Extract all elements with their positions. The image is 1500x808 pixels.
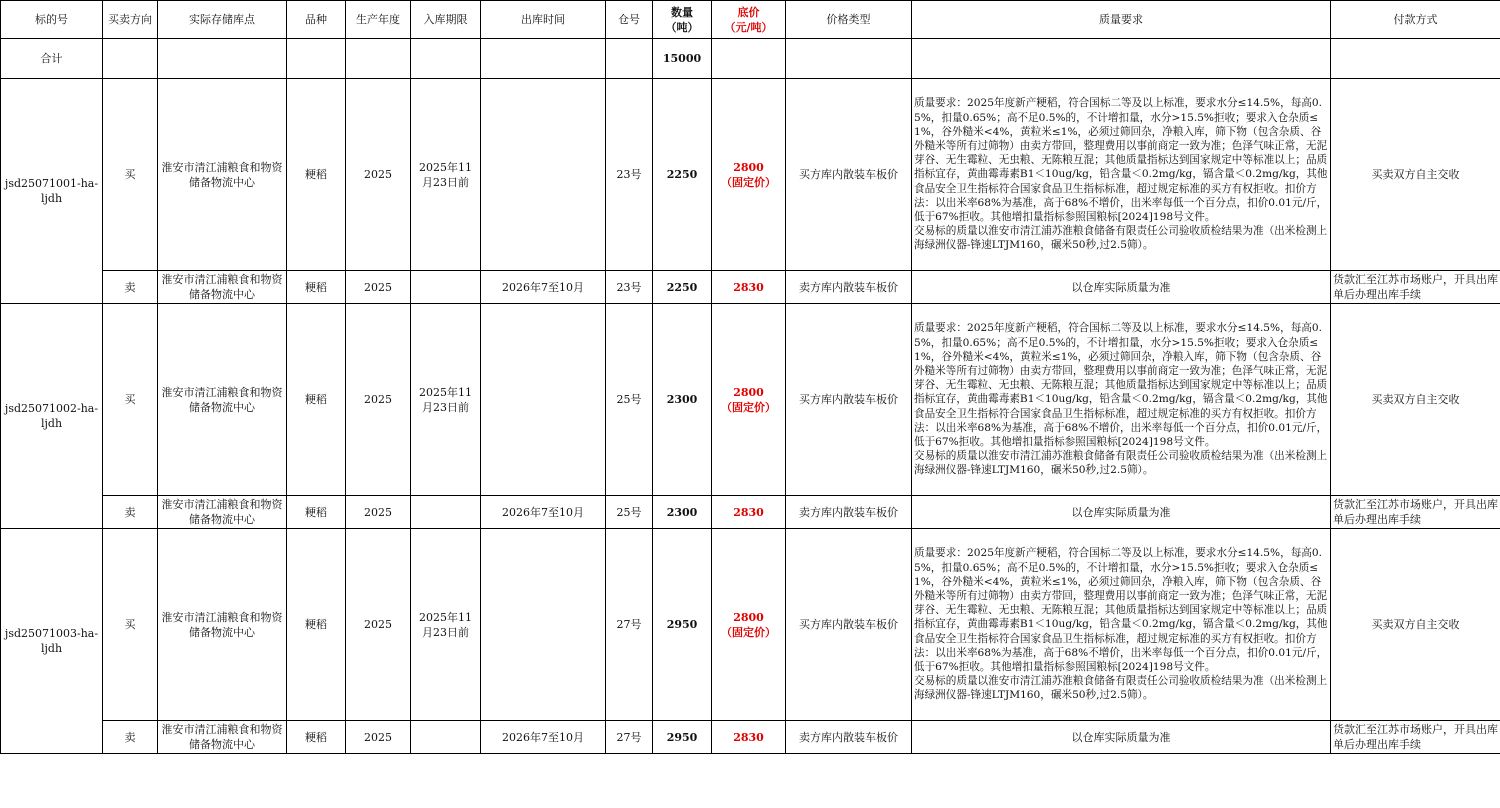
out-time-cell xyxy=(481,304,606,496)
warehouse-cell: 27号 xyxy=(606,529,653,721)
quantity-cell: 2300 xyxy=(653,496,712,529)
variety-cell: 粳稻 xyxy=(287,721,346,754)
in-deadline-cell xyxy=(411,721,481,754)
direction-cell: 卖 xyxy=(103,271,158,304)
payment-cell: 货款汇至江苏市场账户，开具出库单后办理出库手续 xyxy=(1331,271,1500,304)
total-quantity: 15000 xyxy=(653,39,712,79)
quantity-cell: 2950 xyxy=(653,721,712,754)
quantity-cell: 2950 xyxy=(653,529,712,721)
col-base-price-line1: 底价 xyxy=(737,5,760,19)
direction-cell: 买 xyxy=(103,529,158,721)
out-time-cell: 2026年7至10月 xyxy=(481,271,606,304)
storage-cell: 淮安市清江浦粮食和物资储备物流中心 xyxy=(158,79,287,271)
col-price-type: 价格类型 xyxy=(786,1,912,39)
direction-cell: 买 xyxy=(103,79,158,271)
table-row-sell xyxy=(1,721,1500,754)
quality-cell xyxy=(912,79,1331,271)
col-year: 生产年度 xyxy=(346,1,411,39)
year-cell: 2025 xyxy=(346,496,411,529)
year-cell: 2025 xyxy=(346,721,411,754)
price-value: 2800 xyxy=(733,610,764,624)
storage-cell: 淮安市清江浦粮食和物资储备物流中心 xyxy=(158,529,287,721)
col-warehouse: 仓号 xyxy=(606,1,653,39)
variety-cell: 粳稻 xyxy=(287,496,346,529)
storage-cell: 淮安市清江浦粮食和物资储备物流中心 xyxy=(158,304,287,496)
col-variety: 品种 xyxy=(287,1,346,39)
price-type-cell: 买方库内散装车板价 xyxy=(786,304,912,496)
col-in-deadline: 入库期限 xyxy=(411,1,481,39)
direction-cell: 买 xyxy=(103,304,158,496)
quality-cell xyxy=(912,304,1331,496)
warehouse-cell: 27号 xyxy=(606,721,653,754)
out-time-cell: 2026年7至10月 xyxy=(481,721,606,754)
year-cell: 2025 xyxy=(346,79,411,271)
table-row-sell xyxy=(1,271,1500,304)
year-cell: 2025 xyxy=(346,271,411,304)
total-label: 合计 xyxy=(1,39,103,79)
col-payment: 付款方式 xyxy=(1331,1,1500,39)
direction-cell: 卖 xyxy=(103,496,158,529)
quantity-cell: 2250 xyxy=(653,271,712,304)
price-note: （固定价） xyxy=(721,400,776,414)
payment-cell: 货款汇至江苏市场账户，开具出库单后办理出库手续 xyxy=(1331,721,1500,754)
table-row-buy xyxy=(1,304,1500,496)
price-type-cell: 买方库内散装车板价 xyxy=(786,529,912,721)
base-price-cell xyxy=(712,529,786,721)
warehouse-cell: 23号 xyxy=(606,79,653,271)
lot-number: jsd25071001-ha-ljdh xyxy=(1,79,103,304)
variety-cell: 粳稻 xyxy=(287,529,346,721)
quality-cell xyxy=(912,529,1331,721)
quantity-cell: 2250 xyxy=(653,79,712,271)
price-type-cell: 买方库内散装车板价 xyxy=(786,79,912,271)
variety-cell: 粳稻 xyxy=(287,79,346,271)
base-price-cell: 2830 xyxy=(712,721,786,754)
payment-cell: 货款汇至江苏市场账户，开具出库单后办理出库手续 xyxy=(1331,496,1500,529)
col-storage: 实际存储库点 xyxy=(158,1,287,39)
warehouse-cell: 25号 xyxy=(606,304,653,496)
base-price-cell: 2830 xyxy=(712,271,786,304)
col-quantity-line1: 数量 xyxy=(671,5,693,19)
quality-requirements: 质量要求：2025年度新产粳稻，符合国标二等及以上标准，要求水分≤14.5%，每高0.5%，扣量0.65%；高不足0.5%的，不计增扣量，水分>15.5%拒收；要求入仓杂质≤1%，谷外糙米<4%，黄粒米≤1%，必须过筛回杂，净粮入库，筛下物（包含杂质、谷外糙米等所有过筛物）由卖方带回，整理费用以事前商定一致为准；色泽气味正常，无泥芽谷、无生霉粒、无虫粮、无陈粮互混；其他质量指标达到国家规定中等标准以上；品质指标宜存，黄曲霉毒素B1＜10ug/kg，铅含量＜0.2mg/kg，镉含量＜0.2mg/kg，其他食品安全卫生指标符合国家食品卫生指标标准，超过规定标准的买方有权拒收。扣价方法：以出米率68%为基准，高于68%不增价，出米率每低一个百分点，扣价0.01元/斤，低于67%拒收。其他增扣量指标参照国粮标[2024]198号文件。 xyxy=(914,547,1328,673)
quality-inspection-note: 交易标的质量以淮安市清江浦苏淮粮食储备有限责任公司验收质检结果为准（出米检测上海绿洲仪器-锋速LTJM160，碾米50秒,过2.5筛）。 xyxy=(914,450,1328,477)
quality-requirements: 质量要求：2025年度新产粳稻，符合国标二等及以上标准，要求水分≤14.5%，每高0.5%，扣量0.65%；高不足0.5%的，不计增扣量，水分>15.5%拒收；要求入仓杂质≤1%，谷外糙米<4%，黄粒米≤1%，必须过筛回杂，净粮入库，筛下物（包含杂质、谷外糙米等所有过筛物）由卖方带回，整理费用以事前商定一致为准；色泽气味正常，无泥芽谷、无生霉粒、无虫粮、无陈粮互混；其他质量指标达到国家规定中等标准以上；品质指标宜存，黄曲霉毒素B1＜10ug/kg，铅含量＜0.2mg/kg，镉含量＜0.2mg/kg，其他食品安全卫生指标符合国家食品卫生指标标准，超过规定标准的买方有权拒收。扣价方法：以出米率68%为基准，高于68%不增价，出米率每低一个百分点，扣价0.01元/斤，低于67%拒收。其他增扣量指标参照国粮标[2024]198号文件。 xyxy=(914,322,1328,448)
year-cell: 2025 xyxy=(346,529,411,721)
quantity-cell: 2300 xyxy=(653,304,712,496)
price-type-cell: 卖方库内散装车板价 xyxy=(786,496,912,529)
payment-cell: 买卖双方自主交收 xyxy=(1331,79,1500,271)
in-deadline-cell: 2025年11月23日前 xyxy=(411,304,481,496)
table-row-sell xyxy=(1,496,1500,529)
header-row xyxy=(1,1,1500,39)
out-time-cell: 2026年7至10月 xyxy=(481,496,606,529)
price-note: （固定价） xyxy=(721,175,776,189)
quality-cell: 以仓库实际质量为准 xyxy=(912,271,1331,304)
col-out-time: 出库时间 xyxy=(481,1,606,39)
in-deadline-cell: 2025年11月23日前 xyxy=(411,79,481,271)
out-time-cell xyxy=(481,529,606,721)
col-quantity xyxy=(653,1,712,39)
in-deadline-cell xyxy=(411,271,481,304)
col-base-price-line2: （元/吨） xyxy=(724,20,773,34)
price-value: 2800 xyxy=(733,160,764,174)
col-quality: 质量要求 xyxy=(912,1,1331,39)
price-note: （固定价） xyxy=(721,625,776,639)
quality-requirements: 质量要求：2025年度新产粳稻，符合国标二等及以上标准，要求水分≤14.5%，每高0.5%，扣量0.65%；高不足0.5%的，不计增扣量，水分>15.5%拒收；要求入仓杂质≤1%，谷外糙米<4%，黄粒米≤1%，必须过筛回杂，净粮入库，筛下物（包含杂质、谷外糙米等所有过筛物）由卖方带回，整理费用以事前商定一致为准；色泽气味正常，无泥芽谷、无生霉粒、无虫粮、无陈粮互混；其他质量指标达到国家规定中等标准以上；品质指标宜存，黄曲霉毒素B1＜10ug/kg，铅含量＜0.2mg/kg，镉含量＜0.2mg/kg，其他食品安全卫生指标符合国家食品卫生指标标准，超过规定标准的买方有权拒收。扣价方法：以出米率68%为基准，高于68%不增价，出米率每低一个百分点，扣价0.01元/斤，低于67%拒收。其他增扣量指标参照国粮标[2024]198号文件。 xyxy=(914,97,1328,223)
warehouse-cell: 23号 xyxy=(606,271,653,304)
col-direction: 买卖方向 xyxy=(103,1,158,39)
quality-inspection-note: 交易标的质量以淮安市清江浦苏淮粮食储备有限责任公司验收质检结果为准（出米检测上海绿洲仪器-锋速LTJM160，碾米50秒,过2.5筛）。 xyxy=(914,675,1328,702)
quality-cell: 以仓库实际质量为准 xyxy=(912,496,1331,529)
variety-cell: 粳稻 xyxy=(287,271,346,304)
payment-cell: 买卖双方自主交收 xyxy=(1331,304,1500,496)
direction-cell: 卖 xyxy=(103,721,158,754)
quality-inspection-note: 交易标的质量以淮安市清江浦苏淮粮食储备有限责任公司验收质检结果为准（出米检测上海绿洲仪器-锋速LTJM160，碾米50秒,过2.5筛）。 xyxy=(914,225,1328,252)
price-value: 2800 xyxy=(733,385,764,399)
col-lot-no: 标的号 xyxy=(1,1,103,39)
col-base-price xyxy=(712,1,786,39)
table-row-buy xyxy=(1,529,1500,721)
in-deadline-cell: 2025年11月23日前 xyxy=(411,529,481,721)
lot-number: jsd25071003-ha-ljdh xyxy=(1,529,103,754)
storage-cell: 淮安市清江浦粮食和物资储备物流中心 xyxy=(158,271,287,304)
quality-cell: 以仓库实际质量为准 xyxy=(912,721,1331,754)
table-row-buy xyxy=(1,79,1500,271)
out-time-cell xyxy=(481,79,606,271)
price-type-cell: 卖方库内散装车板价 xyxy=(786,271,912,304)
total-row xyxy=(1,39,1500,79)
in-deadline-cell xyxy=(411,496,481,529)
year-cell: 2025 xyxy=(346,304,411,496)
col-quantity-line2: （吨） xyxy=(665,20,699,34)
warehouse-cell: 25号 xyxy=(606,496,653,529)
base-price-cell xyxy=(712,304,786,496)
base-price-cell: 2830 xyxy=(712,496,786,529)
lot-number: jsd25071002-ha-ljdh xyxy=(1,304,103,529)
payment-cell: 买卖双方自主交收 xyxy=(1331,529,1500,721)
base-price-cell xyxy=(712,79,786,271)
storage-cell: 淮安市清江浦粮食和物资储备物流中心 xyxy=(158,721,287,754)
storage-cell: 淮安市清江浦粮食和物资储备物流中心 xyxy=(158,496,287,529)
price-type-cell: 卖方库内散装车板价 xyxy=(786,721,912,754)
variety-cell: 粳稻 xyxy=(287,304,346,496)
